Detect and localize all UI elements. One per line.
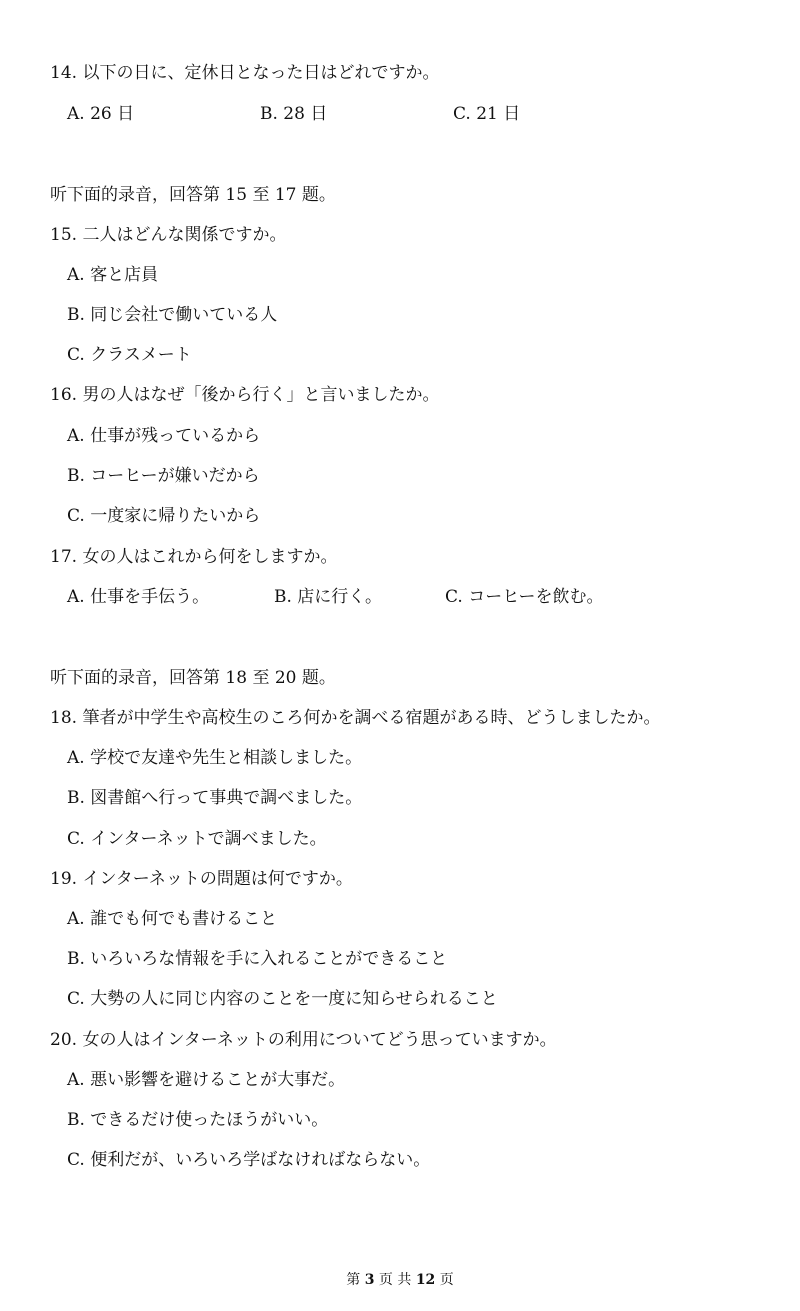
footer-middle: 页 共 bbox=[378, 1272, 412, 1288]
q20-option-b: B. できるだけ使ったほうがいい。 bbox=[67, 1110, 329, 1130]
q17-option-c: C. コーヒーを飲む。 bbox=[445, 587, 604, 607]
q18-option-c: C. インターネットで調べました。 bbox=[67, 829, 327, 849]
q20-option-a: A. 悪い影響を避けることが大事だ。 bbox=[67, 1070, 346, 1090]
footer-total-pages: 12 bbox=[415, 1272, 436, 1288]
q14-option-b: B. 28 日 bbox=[260, 104, 328, 124]
q15-option-b: B. 同じ会社で働いている人 bbox=[67, 305, 278, 325]
question-18: 18. 筆者が中学生や高校生のころ何かを調べる宿題がある時、どうしましたか。 bbox=[50, 708, 661, 728]
footer-page-number: 3 bbox=[364, 1272, 375, 1288]
footer-prefix: 第 bbox=[346, 1272, 361, 1288]
footer-suffix: 页 bbox=[439, 1272, 454, 1288]
q17-option-b: B. 店に行く。 bbox=[274, 587, 382, 607]
q18-option-b: B. 図書館へ行って事典で調べました。 bbox=[67, 788, 363, 808]
q19-option-b: B. いろいろな情報を手に入れることができること bbox=[67, 949, 448, 969]
q16-option-a: A. 仕事が残っているから bbox=[67, 426, 261, 446]
question-16: 16. 男の人はなぜ「後から行く」と言いましたか。 bbox=[50, 385, 440, 405]
q19-option-a: A. 誰でも何でも書けること bbox=[67, 909, 278, 929]
q20-option-c: C. 便利だが、いろいろ学ばなければならない。 bbox=[67, 1150, 431, 1170]
q14-option-c: C. 21 日 bbox=[453, 104, 521, 124]
section-instruction-18-20: 听下面的录音，回答第 18 至 20 题。 bbox=[50, 668, 336, 688]
q15-option-a: A. 客と店員 bbox=[67, 265, 159, 285]
question-15: 15. 二人はどんな関係ですか。 bbox=[50, 225, 287, 245]
question-14: 14. 以下の日に、定休日となった日はどれですか。 bbox=[50, 63, 440, 83]
q19-option-c: C. 大勢の人に同じ内容のことを一度に知らせられること bbox=[67, 989, 498, 1009]
section-instruction-15-17: 听下面的录音，回答第 15 至 17 题。 bbox=[50, 185, 336, 205]
question-19: 19. インターネットの問題は何ですか。 bbox=[50, 869, 353, 889]
q16-option-b: B. コーヒーが嫌いだから bbox=[67, 466, 260, 486]
q15-option-c: C. クラスメート bbox=[67, 345, 192, 365]
q14-option-a: A. 26 日 bbox=[67, 104, 135, 124]
question-17: 17. 女の人はこれから何をしますか。 bbox=[50, 547, 338, 567]
q18-option-a: A. 学校で友達や先生と相談しました。 bbox=[67, 748, 363, 768]
q17-option-a: A. 仕事を手伝う。 bbox=[67, 587, 210, 607]
page-footer bbox=[0, 1270, 800, 1290]
question-20: 20. 女の人はインターネットの利用についてどう思っていますか。 bbox=[50, 1030, 557, 1050]
q16-option-c: C. 一度家に帰りたいから bbox=[67, 506, 261, 526]
